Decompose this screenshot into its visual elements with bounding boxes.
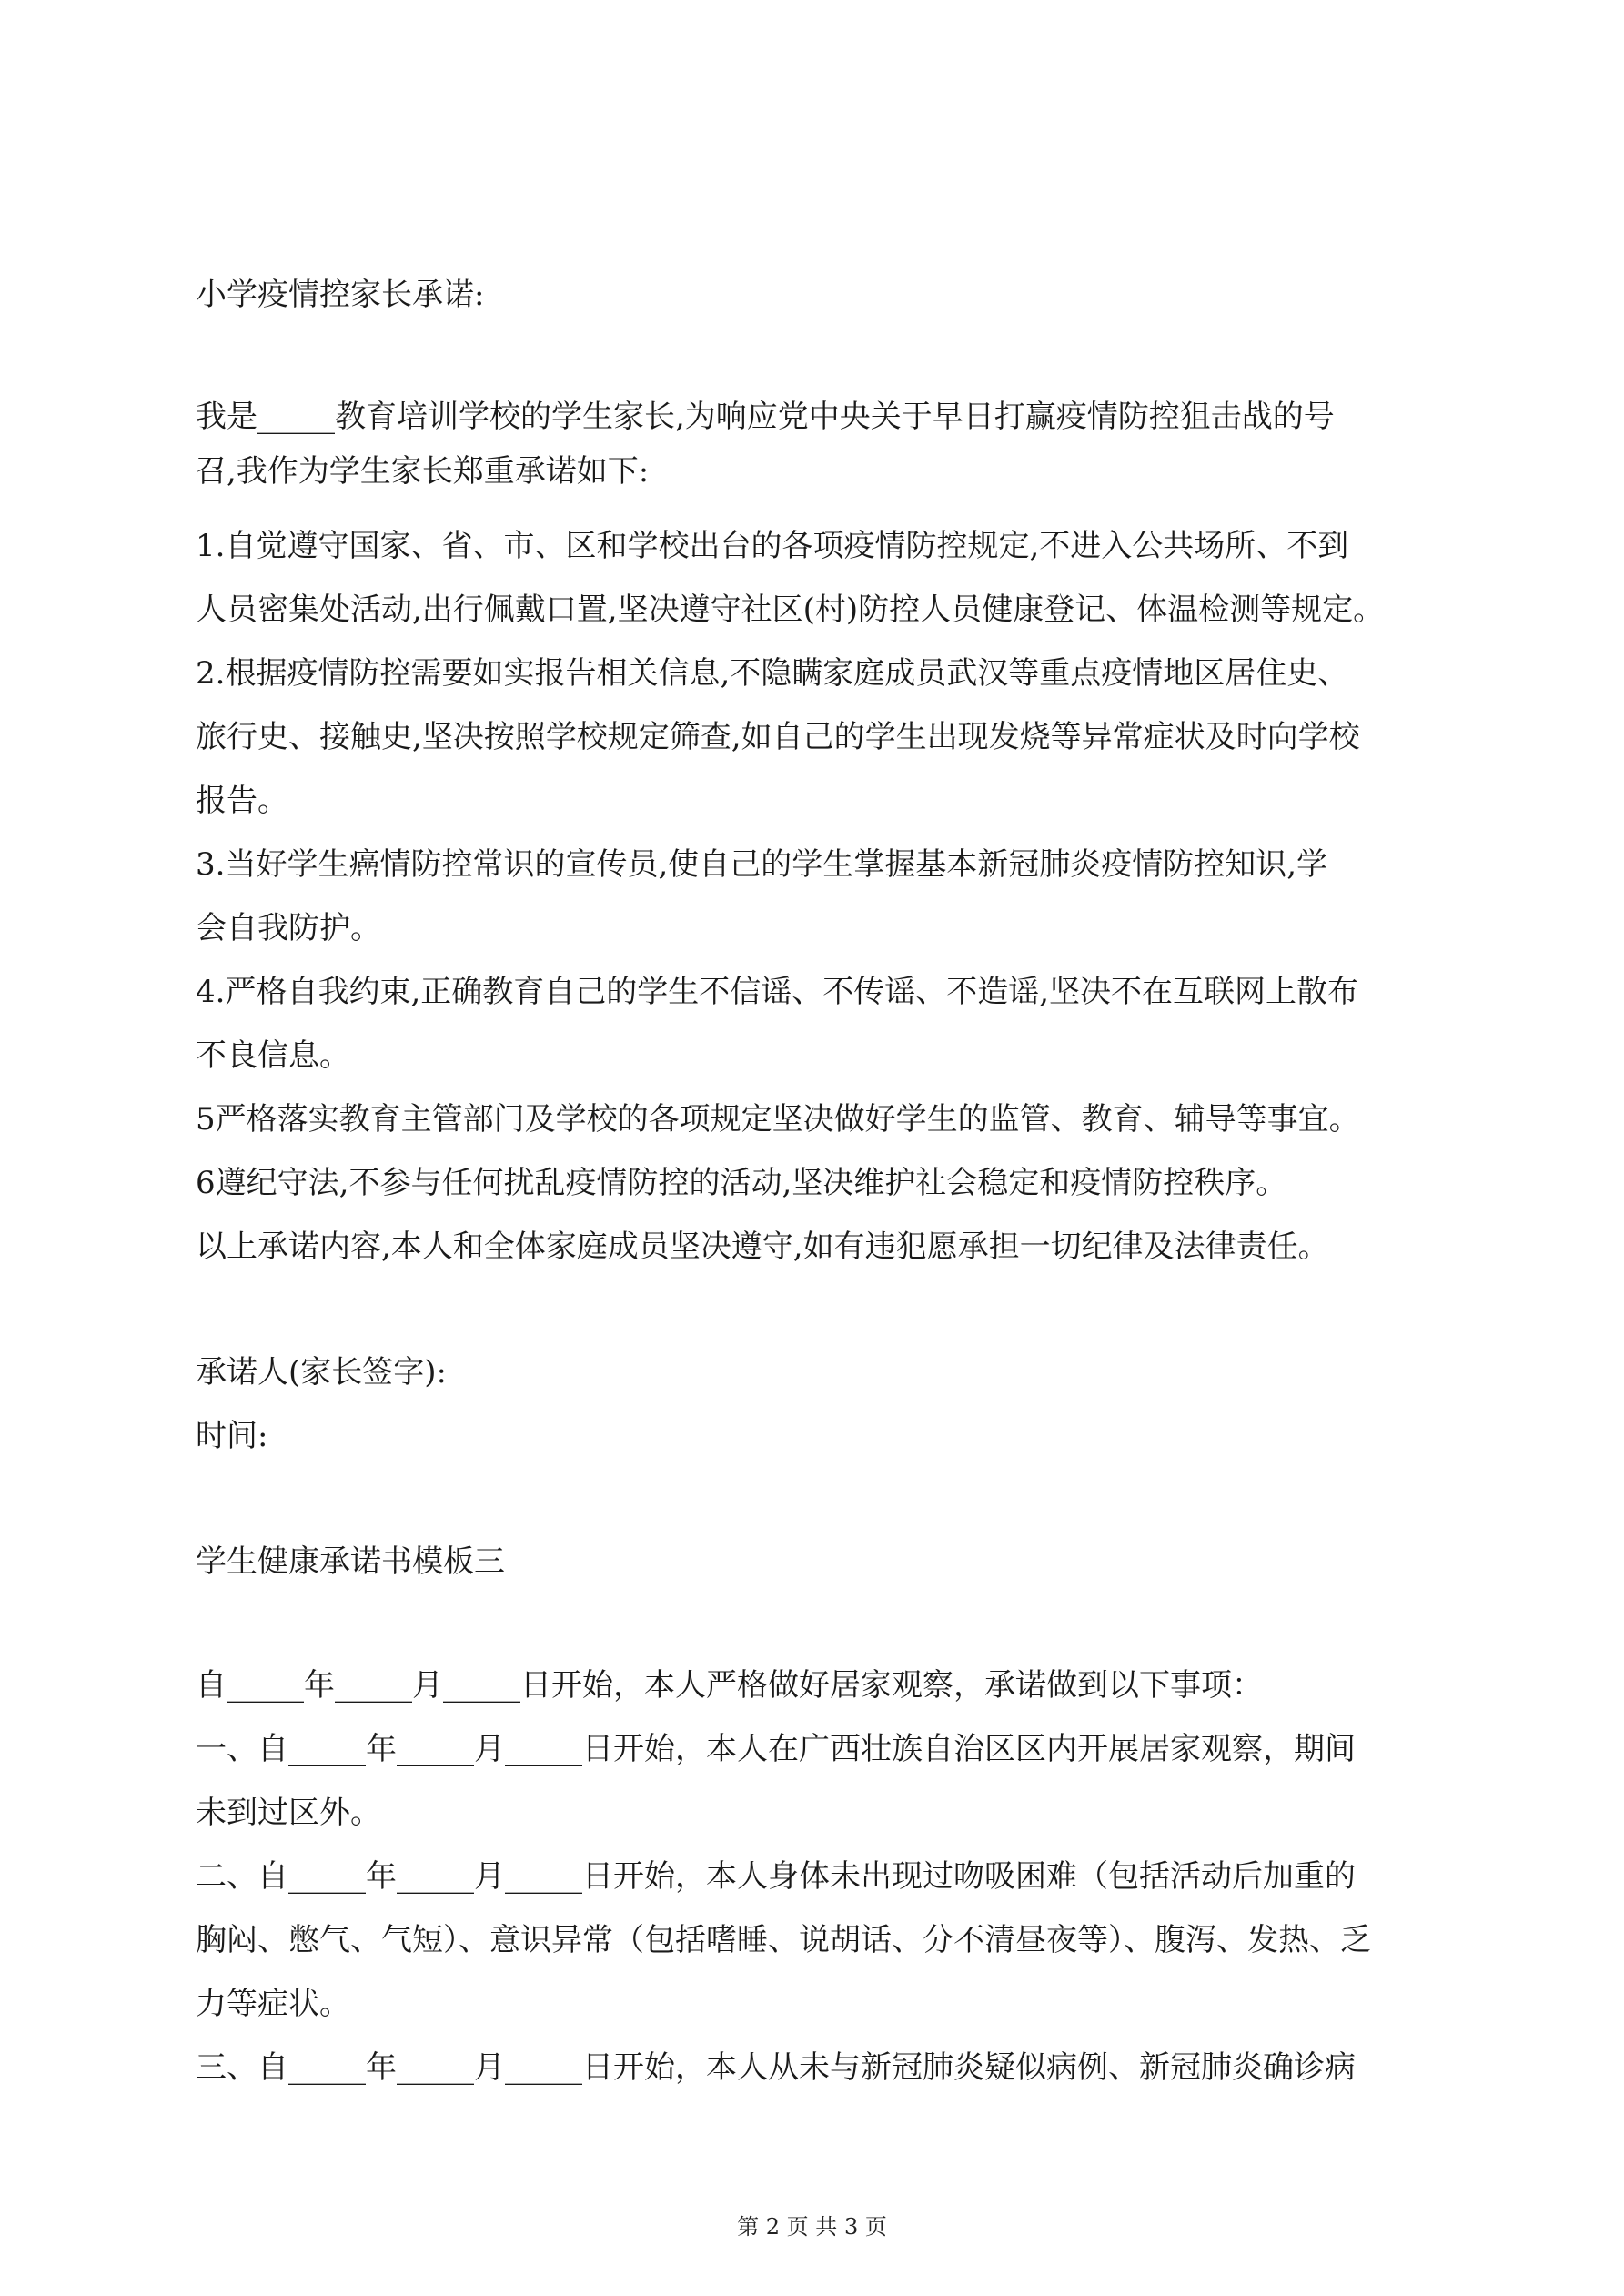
- signer-field: 承诺人(家长签字):: [196, 1354, 447, 1391]
- item1-line2: 人员密集处活动,出行佩戴口置,坚决遵守社区(村)防控人员健康登记、体温检测等规定。: [196, 592, 1385, 628]
- time-field: 时间:: [196, 1418, 268, 1454]
- section2-title: 学生健康承诺书模板三: [196, 1543, 505, 1580]
- section1-intro-line2: 召,我作为学生家长郑重承诺如下:: [196, 453, 650, 490]
- closing-statement: 以上承诺内容,本人和全体家庭成员坚决遵守,如有违犯愿承担一切纪律及法律责任。: [196, 1229, 1329, 1265]
- item1-line1: 1.自觉遵守国家、省、市、区和学校出台的各项疫情防控规定,不进入公共场所、不到: [196, 528, 1349, 564]
- item6: 6遵纪守法,不参与任何扰乱疫情防控的活动,坚决维护社会稳定和疫情防控秩序。: [196, 1165, 1287, 1201]
- s2-item2-line3: 力等症状。: [196, 1986, 350, 2022]
- section2-intro: 自_____年_____月_____日开始，本人严格做好居家观察，承诺做到以下事项：: [196, 1667, 1263, 1704]
- s2-item2-line1: 二、自_____年_____月_____日开始，本人身体未出现过吻吸困难（包括活动后加重的: [196, 1858, 1356, 1895]
- item5: 5严格落实教育主管部门及学校的各项规定坚决做好学生的监管、教育、辅导等事宜。: [196, 1101, 1360, 1138]
- item3-line2: 会自我防护。: [196, 910, 381, 946]
- s2-item3-line1: 三、自_____年_____月_____日开始，本人从未与新冠肺炎疑似病例、新冠肺炎确诊病: [196, 2049, 1356, 2086]
- section1-intro-line1: 我是_____教育培训学校的学生家长,为响应党中央关于早日打赢疫情防控狙击战的号: [196, 399, 1335, 435]
- section1-title: 小学疫情控家长承诺:: [196, 277, 485, 313]
- page-number: 第 2 页 共 3 页: [737, 2214, 887, 2240]
- s2-item1-line1: 一、自_____年_____月_____日开始，本人在广西壮族自治区区内开展居家观察，期间: [196, 1731, 1356, 1767]
- item2-line1: 2.根据疫情防控需要如实报告相关信息,不隐瞒家庭成员武汉等重点疫情地区居住史、: [196, 655, 1349, 692]
- s2-item2-line2: 胸闷、憋气、气短）、意识异常（包括嗜睡、说胡话、分不清昼夜等）、腹泻、发热、乏: [196, 1922, 1371, 1958]
- item2-line3: 报告。: [196, 783, 288, 819]
- s2-item1-line2: 未到过区外。: [196, 1795, 381, 1831]
- item4-line1: 4.严格自我约束,正确教育自己的学生不信谣、不传谣、不造谣,坚决不在互联网上散布: [196, 974, 1359, 1010]
- item3-line1: 3.当好学生癌情防控常识的宣传员,使自己的学生掌握基本新冠肺炎疫情防控知识,学: [196, 846, 1328, 883]
- item2-line2: 旅行史、接触史,坚决按照学校规定筛查,如自己的学生出现发烧等异常症状及时向学校: [196, 719, 1360, 755]
- item4-line2: 不良信息。: [196, 1037, 350, 1074]
